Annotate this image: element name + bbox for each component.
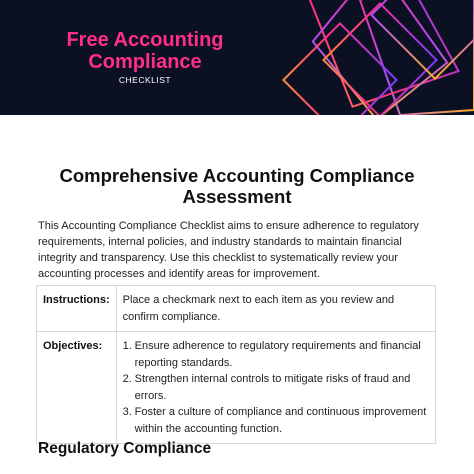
objectives-row (37, 332, 436, 444)
objective-text: Foster a culture of compliance and continuous improvement within the accounting function. (134, 406, 427, 435)
banner-subtitle: CHECKLIST (118, 75, 172, 85)
banner-title (30, 29, 260, 73)
objective-item (123, 404, 429, 437)
objective-item (123, 371, 429, 404)
instructions-label: Instructions: (37, 286, 117, 332)
document-title (20, 165, 454, 207)
objective-text: Strengthen internal controls to mitigate risks of fraud and errors. (134, 373, 411, 402)
instructions-row (37, 286, 436, 332)
instructions-text: Place a checkmark next to each item as you review and confirm compliance. (116, 286, 435, 332)
header-banner (0, 0, 474, 115)
document-title-line2: Assessment (182, 186, 292, 207)
objective-number: 3. (122, 406, 132, 418)
objective-number: 2. (122, 373, 132, 385)
banner-title-line2: Compliance (88, 51, 202, 73)
instructions-table (36, 285, 436, 444)
objective-text: Ensure adherence to regulatory requirements and financial reporting standards. (134, 340, 421, 369)
section-heading: Regulatory Compliance (38, 440, 212, 457)
banner-title-line1: Free Accounting (66, 29, 224, 51)
objective-item (123, 338, 429, 371)
objective-number: 1. (122, 340, 132, 352)
objectives-cell (116, 332, 435, 444)
objectives-list (123, 338, 429, 437)
intro-paragraph: This Accounting Compliance Checklist aims to ensure adherence to regulatory requirements, internal policies, and industry standards to maintain financial integrity and transparency. Use this checklist to systematically review your accounting processes and identify areas for improvement. (38, 220, 419, 280)
document-title-line1: Comprehensive Accounting Compliance (59, 165, 415, 186)
objectives-label: Objectives: (37, 332, 117, 444)
